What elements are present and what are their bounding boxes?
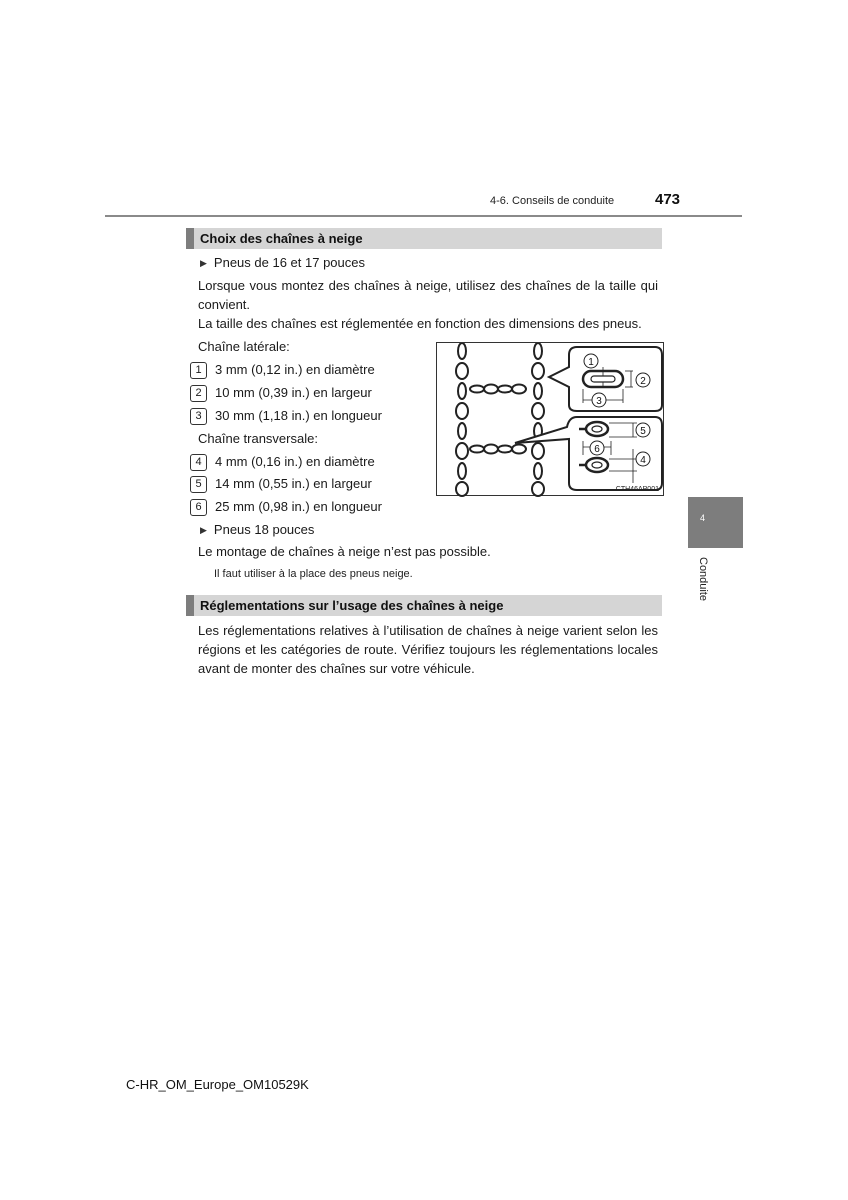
callout-number: 3 xyxy=(190,408,207,425)
spec-item-4 xyxy=(190,453,375,471)
triangle-bullet-icon: ▶ xyxy=(200,258,207,268)
chain-diagram xyxy=(437,343,665,497)
spec-text: 10 mm (0,39 in.) en largeur xyxy=(215,385,372,400)
spec-item-2 xyxy=(190,384,372,402)
chapter-label: Conduite xyxy=(697,557,709,602)
spec-item-1 xyxy=(190,361,375,379)
callout-number: 2 xyxy=(190,385,207,402)
bullet-text: Pneus 18 pouces xyxy=(213,522,315,537)
spec-item-3 xyxy=(190,407,382,425)
triangle-bullet-icon: ▶ xyxy=(200,525,207,535)
callout-number: 1 xyxy=(190,362,207,379)
figure-code: CTH46AP001 xyxy=(615,486,659,493)
spec-text: 25 mm (0,98 in.) en longueur xyxy=(215,499,382,514)
paragraph-regulations: Les réglementations relatives à l’utilisation de chaînes à neige varient selon les régions et les catégories de route. Vérifiez toujours les réglementations locales avant de monter des chaînes sur votre véhicule. xyxy=(198,623,658,676)
spec-item-5 xyxy=(190,475,372,493)
bullet-16-17-inch xyxy=(200,254,365,273)
side-chain-label: Chaîne latérale: xyxy=(198,339,290,354)
callout-3-label: 3 xyxy=(596,396,602,407)
spec-text: 4 mm (0,16 in.) en diamètre xyxy=(215,454,375,469)
spec-text: 30 mm (1,18 in.) en longueur xyxy=(215,408,382,423)
cross-chain-label: Chaîne transversale: xyxy=(198,431,318,446)
paragraph-regulation: La taille des chaînes est réglementée en fonction des dimensions des pneus. xyxy=(198,316,642,331)
snow-chain-illustration xyxy=(436,342,664,496)
callout-number: 4 xyxy=(190,454,207,471)
bullet-text: Pneus de 16 et 17 pouces xyxy=(213,255,365,270)
page-number: 473 xyxy=(655,191,681,208)
bullet-18-inch xyxy=(200,521,314,540)
section-heading-regulations: Réglementations sur l’usage des chaînes à neige xyxy=(186,595,662,616)
header-divider xyxy=(105,215,742,217)
spec-text: 3 mm (0,12 in.) en diamètre xyxy=(215,362,375,377)
spec-text: 14 mm (0,55 in.) en largeur xyxy=(215,476,372,491)
footer-document-code: C-HR_OM_Europe_OM10529K xyxy=(126,1077,309,1092)
section-heading-chain-choice: Choix des chaînes à neige xyxy=(186,228,662,249)
spec-item-6 xyxy=(190,498,382,516)
chapter-tab xyxy=(688,497,743,548)
callout-4-label: 4 xyxy=(640,455,646,466)
callout-6-label: 6 xyxy=(594,444,600,455)
callout-1-label: 1 xyxy=(588,357,594,368)
header-section-title: 4-6. Conseils de conduite xyxy=(490,195,615,207)
callout-number: 5 xyxy=(190,476,207,493)
callout-2-label: 2 xyxy=(640,376,646,387)
callout-5-label: 5 xyxy=(640,426,646,437)
no-chains-text: Le montage de chaînes à neige n’est pas possible. xyxy=(198,544,491,559)
note-snow-tires: Il faut utiliser à la place des pneus neige. xyxy=(214,568,413,580)
callout-number: 6 xyxy=(190,499,207,516)
chapter-tab-number: 4 xyxy=(700,513,706,523)
paragraph-size: Lorsque vous montez des chaînes à neige, utilisez des chaînes de la taille qui convient. xyxy=(198,278,658,312)
